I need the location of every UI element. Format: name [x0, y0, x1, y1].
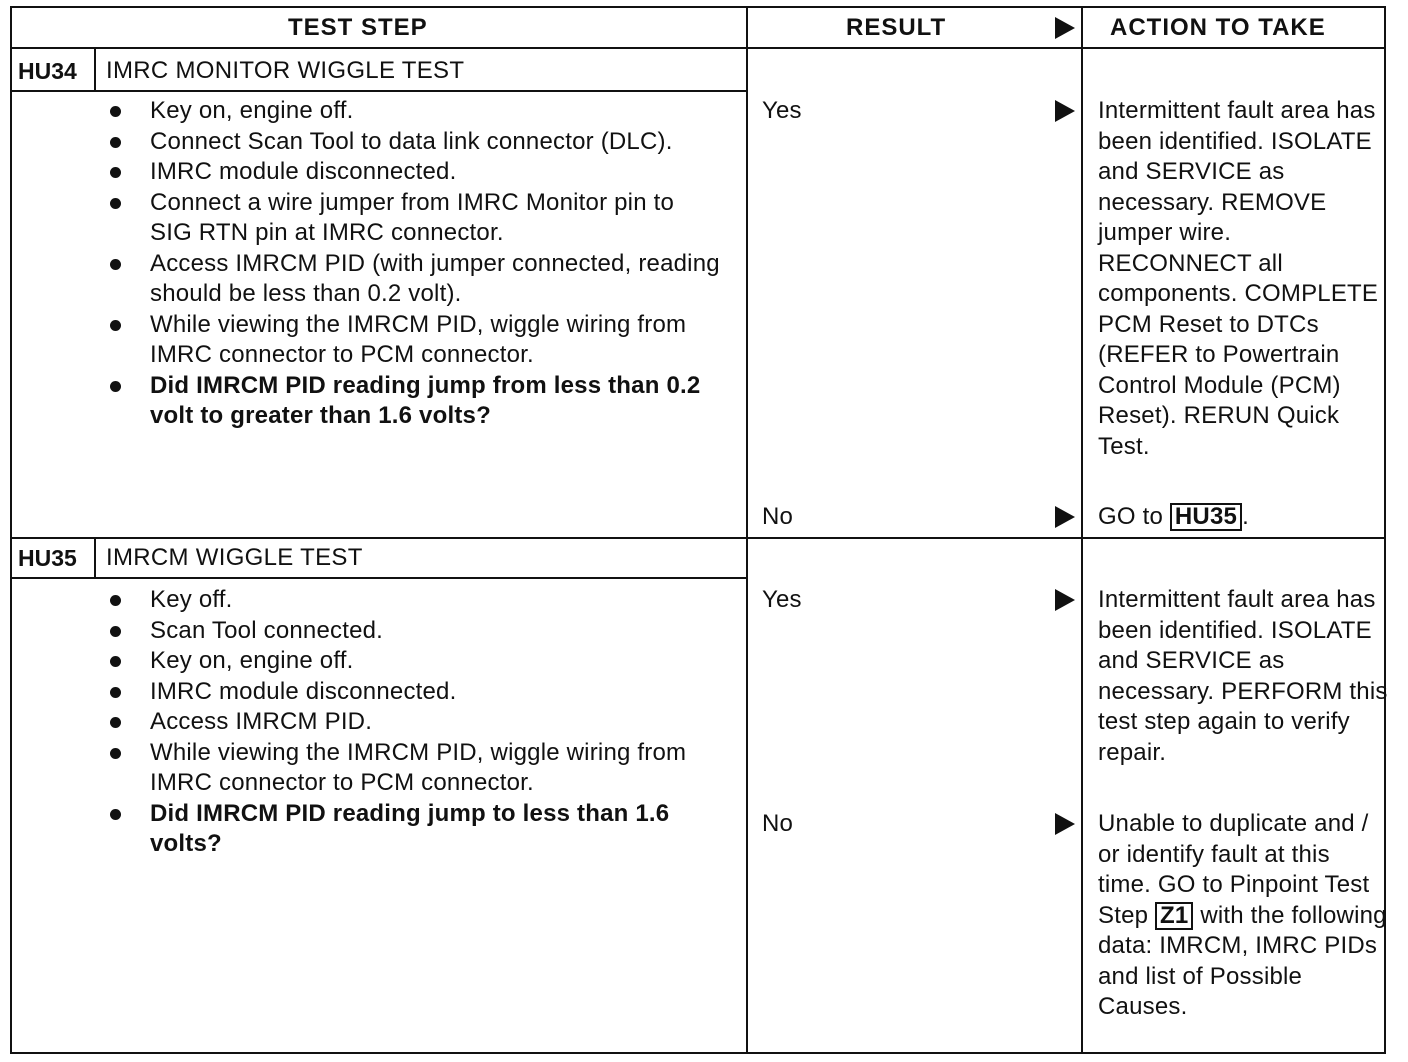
step-title: IMRCM WIGGLE TEST — [106, 544, 363, 571]
action-no: GO to HU35 . — [1098, 503, 1249, 530]
header-test-step: TEST STEP — [288, 14, 428, 41]
bullet-icon — [110, 595, 121, 606]
row-divider — [10, 537, 1386, 539]
bullet-icon — [110, 137, 121, 148]
col-divider-result — [746, 6, 748, 1054]
result-no: No — [762, 503, 794, 530]
step-question: Did IMRCM PID reading jump to less than 1.6 volts? — [110, 799, 722, 860]
result-no: No — [762, 810, 794, 837]
step-reference-link[interactable]: HU35 — [1170, 503, 1242, 531]
list-item: IMRC module disconnected. — [110, 677, 722, 708]
header-bottom-border — [10, 47, 1386, 49]
list-item: Scan Tool connected. — [110, 616, 722, 647]
list-item: Connect Scan Tool to data link connector (DLC). — [110, 127, 720, 158]
result-arrow-icon — [1055, 506, 1075, 528]
step-code: HU35 — [18, 545, 77, 571]
list-item: Access IMRCM PID. — [110, 707, 722, 738]
list-item: Connect a wire jumper from IMRC Monitor pin to SIG RTN pin at IMRC connector. — [110, 188, 720, 249]
step-question: Did IMRCM PID reading jump from less than 0.2 volt to greater than 1.6 volts? — [110, 371, 720, 432]
table-left-border — [10, 6, 12, 1054]
result-arrow-icon — [1055, 813, 1075, 835]
list-item: Key on, engine off. — [110, 96, 720, 127]
action-yes: Intermittent fault area has been identified. ISOLATE and SERVICE as necessary. REMOVE jumper wire. RECONNECT all components. COMPLETE PCM Reset to DTCs (REFER to Powertrain Control Module (PCM) Reset). RERUN Quick Test. — [1098, 97, 1379, 460]
bullet-icon — [110, 320, 121, 331]
header-action: ACTION TO TAKE — [1110, 14, 1326, 41]
list-item: While viewing the IMRCM PID, wiggle wiring from IMRC connector to PCM connector. — [110, 738, 722, 799]
list-item: Access IMRCM PID (with jumper connected, reading should be less than 0.2 volt). — [110, 249, 720, 310]
bullet-icon — [110, 198, 121, 209]
step-title: IMRC MONITOR WIGGLE TEST — [106, 57, 465, 84]
step-code: HU34 — [18, 58, 77, 84]
bullet-icon — [110, 809, 121, 820]
table-bottom-border — [10, 1052, 1386, 1054]
list-item: IMRC module disconnected. — [110, 157, 720, 188]
header-arrow-icon — [1055, 17, 1075, 39]
hu34-code-separator — [94, 49, 96, 90]
step-reference-link[interactable]: Z1 — [1155, 902, 1193, 930]
hu35-title-underline — [10, 577, 748, 579]
bullet-icon — [110, 656, 121, 667]
list-item: Key on, engine off. — [110, 646, 722, 677]
header-result: RESULT — [846, 14, 947, 41]
bullet-icon — [110, 167, 121, 178]
result-yes: Yes — [762, 97, 802, 124]
hu34-title-underline — [10, 90, 748, 92]
bullet-icon — [110, 717, 121, 728]
hu35-code-separator — [94, 539, 96, 577]
table-top-border — [10, 6, 1386, 8]
result-yes: Yes — [762, 586, 802, 613]
bullet-icon — [110, 106, 121, 117]
step-bullets — [110, 96, 720, 432]
bullet-icon — [110, 687, 121, 698]
action-no: Unable to duplicate and / or identify fault at this time. GO to Pinpoint Test Step Z1 with the following data: IMRCM, IMRC PIDs and list of Possible Causes. — [1098, 810, 1387, 1020]
list-item: While viewing the IMRCM PID, wiggle wiring from IMRC connector to PCM connector. — [110, 310, 720, 371]
bullet-icon — [110, 381, 121, 392]
col-divider-action — [1081, 6, 1083, 1054]
action-yes: Intermittent fault area has been identified. ISOLATE and SERVICE as necessary. PERFORM this test step again to verify repair. — [1098, 586, 1388, 766]
bullet-icon — [110, 748, 121, 759]
step-bullets — [110, 585, 722, 860]
result-arrow-icon — [1055, 100, 1075, 122]
list-item: Key off. — [110, 585, 722, 616]
bullet-icon — [110, 626, 121, 637]
bullet-icon — [110, 259, 121, 270]
result-arrow-icon — [1055, 589, 1075, 611]
